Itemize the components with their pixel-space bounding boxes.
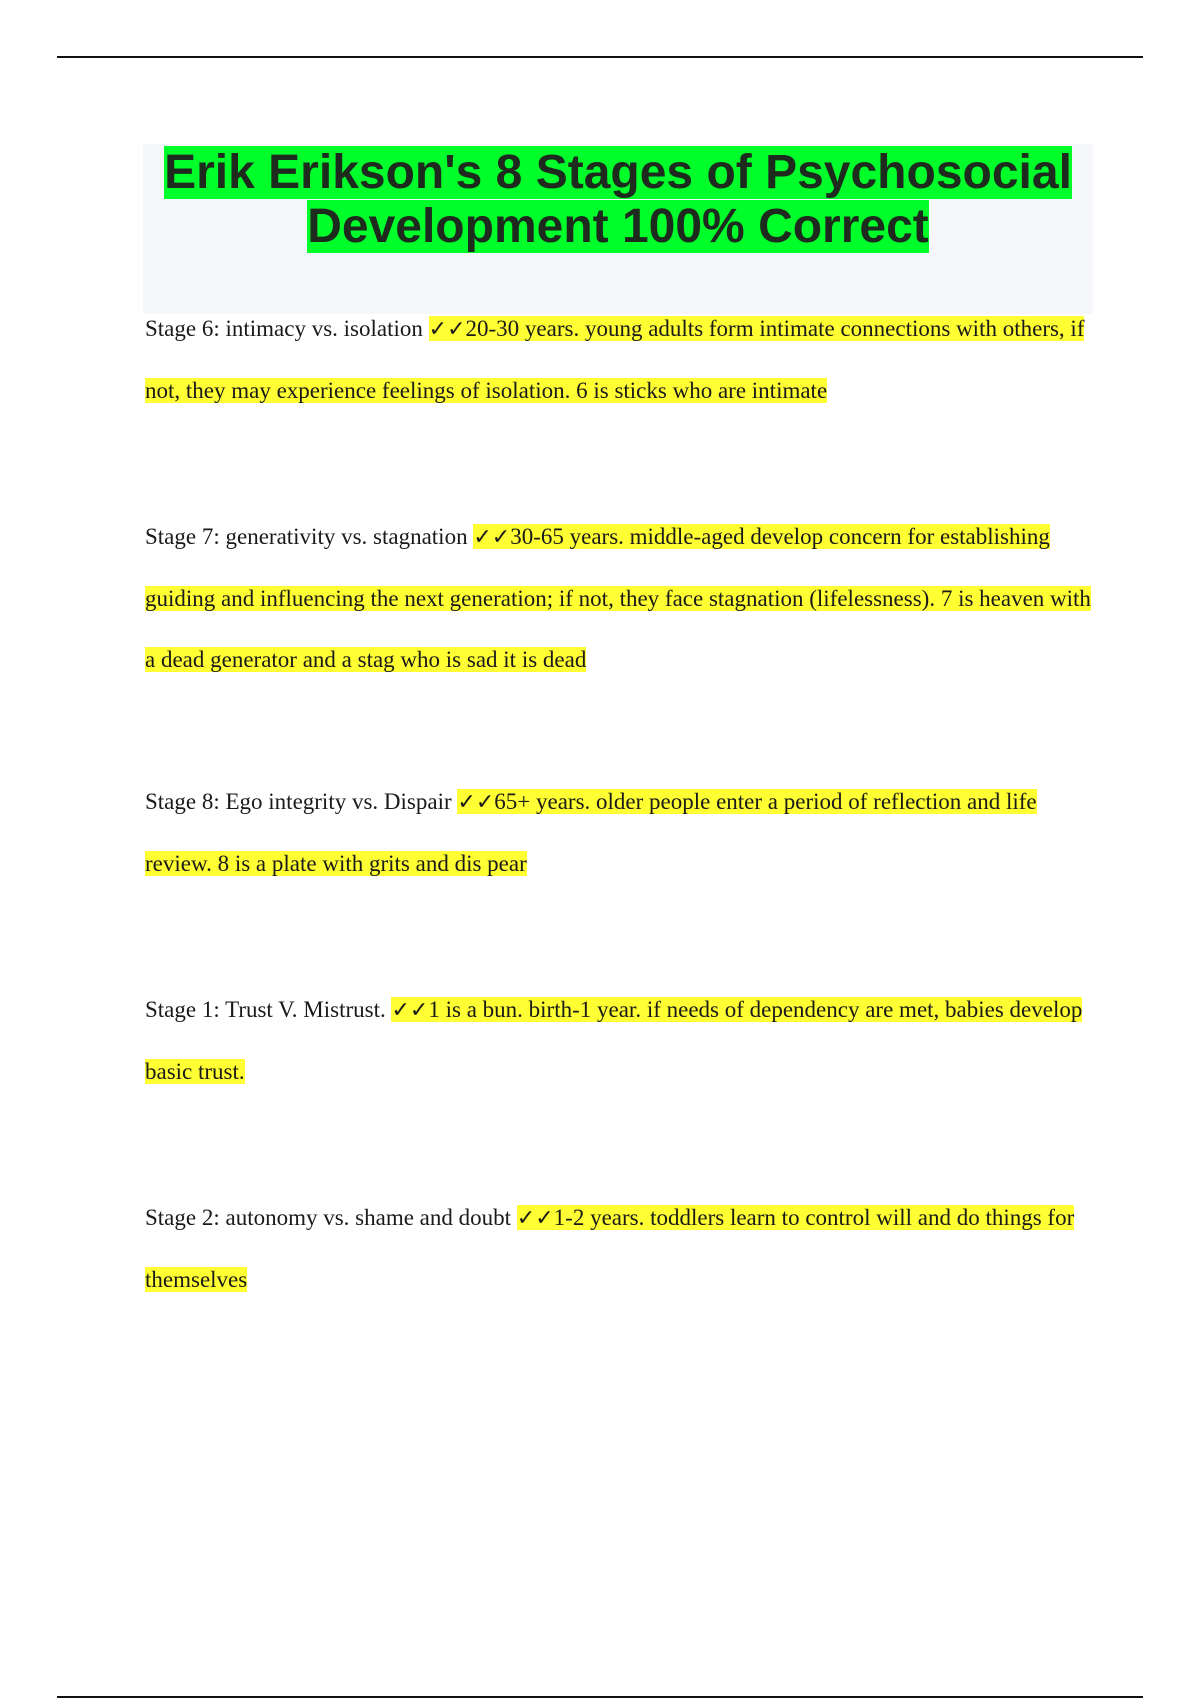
- double-check-icon: ✓✓: [391, 998, 429, 1023]
- entry-term: Stage 7: generativity vs. stagnation: [145, 524, 468, 549]
- entry-definition: 1 is a bun. birth-1 year. if needs of dependency are met, babies develop basic trust.: [145, 997, 1083, 1084]
- flashcard-entry: [145, 771, 1095, 894]
- double-check-icon: ✓✓: [428, 317, 466, 342]
- bottom-rule: [57, 1696, 1143, 1698]
- entry-term: Stage 2: autonomy vs. shame and doubt: [145, 1205, 512, 1230]
- flashcard-entry: [145, 1187, 1095, 1310]
- flashcard-entry: [145, 979, 1095, 1102]
- entry-term: Stage 8: Ego integrity vs. Dispair: [145, 789, 452, 814]
- entry-definition: 20-30 years. young adults form intimate connections with others, if not, they may experience feelings of isolation. 6 is sticks who are intimate: [145, 316, 1085, 403]
- entry-definition: 30-65 years. middle-aged develop concern for establishing guiding and influencing the next generation; if not, they face stagnation (lifelessness). 7 is heaven with a dead generator and a stag who is sad it is dead: [145, 524, 1091, 672]
- flashcard-entry: [145, 298, 1095, 421]
- entry-definition: 1-2 years. toddlers learn to control will and do things for themselves: [145, 1205, 1075, 1292]
- double-check-icon: ✓✓: [516, 1206, 554, 1231]
- double-check-icon: ✓✓: [473, 525, 511, 550]
- page-title-text: Erik Erikson's 8 Stages of Psychosocial Development 100% Correct: [164, 146, 1072, 253]
- flashcard-entry: [145, 506, 1095, 690]
- entry-definition: 65+ years. older people enter a period of reflection and life review. 8 is a plate with grits and dis pear: [145, 789, 1037, 876]
- page-title: [143, 146, 1093, 254]
- title-banner: [143, 144, 1093, 314]
- double-check-icon: ✓✓: [457, 790, 495, 815]
- entry-term: Stage 1: Trust V. Mistrust.: [145, 997, 386, 1022]
- top-rule: [57, 56, 1143, 58]
- entry-term: Stage 6: intimacy vs. isolation: [145, 316, 423, 341]
